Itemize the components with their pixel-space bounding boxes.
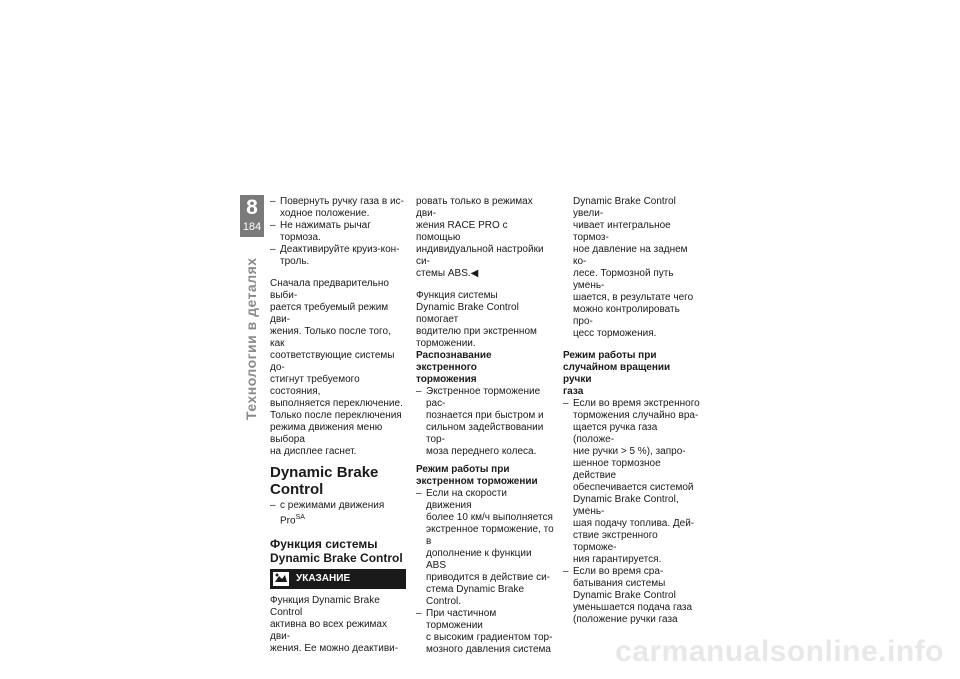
option-line bbox=[270, 500, 408, 527]
list-item: – При частичном торможении с высоким градиентом тор- мозного давления система bbox=[416, 608, 554, 656]
subheading-detection: Распознавание экстренного торможения bbox=[416, 350, 492, 385]
side-title-text: Технологии в деталях bbox=[243, 257, 259, 420]
step-item: – Не нажимать рычаг тормоза. bbox=[270, 220, 408, 244]
list-item: – Если на скорости движения более 10 км/ч выполняется экстренное торможение, то в дополнение к функции ABS приводится в действие си- стема Dynamic Brake Control. bbox=[416, 488, 554, 608]
continued-text: ровать только в режимах дви- жения RACE PRO с помощью индивидуальной настройки си- стемы ABS.◀ bbox=[416, 196, 544, 279]
chapter-number: 8 bbox=[246, 196, 258, 219]
list-item: – Если во время сра- батывания системы Dynamic Brake Control уменьшается подача газа (положение ручки газа bbox=[563, 566, 701, 626]
step-item: – Повернуть ручку газа в ис- ходное положение. bbox=[270, 196, 408, 220]
step-item: – Деактивируйте круиз-кон- троль. bbox=[270, 244, 408, 268]
continued-text: Dynamic Brake Control увели- чивает интегральное тормоз- ное давление на заднем ко- лесе. Тормозной путь умень- шается, в результате чего можно контролировать про- цесс торможения. bbox=[573, 196, 694, 339]
option-sup: SA bbox=[295, 514, 305, 521]
function-text: Функция системы Dynamic Brake Control помогает водителю при экстренном торможении. bbox=[416, 290, 537, 349]
subheading-throttle: Режим работы при случайном вращении ручки газа bbox=[563, 350, 671, 397]
column-3 bbox=[563, 196, 701, 626]
column-1 bbox=[270, 196, 408, 655]
subsection-heading: Функция системы Dynamic Brake Control bbox=[270, 537, 403, 566]
column-2 bbox=[416, 196, 554, 656]
chapter-badge bbox=[240, 195, 264, 237]
list-item: – Экстренное торможение рас- познается при быстром и сильном задействовании тор- моза переднего колеса. bbox=[416, 386, 554, 458]
watermark: carmanualsonline.info bbox=[615, 635, 944, 668]
warning-label: УКАЗАНИЕ bbox=[296, 573, 351, 585]
list-item: – Если во время экстренного торможения случайно вра- щается ручка газа (положе- ние ручки > 5 %), запро- шенное тормозное действие обеспечивается системой Dynamic Brake Control, умень- шая подачу топлива. Дей- ствие экстренного торможе- ния гарантируется. bbox=[563, 398, 701, 566]
side-title bbox=[242, 257, 262, 420]
warning-text: Функция Dynamic Brake Control активна во всех режимах дви- жения. Ее можно деактиви- bbox=[270, 595, 399, 655]
warning-icon bbox=[273, 572, 289, 586]
option-text: с режимами движения Pro bbox=[280, 500, 385, 527]
intro-paragraph: Сначала предварительно выби- рается требуемый режим дви- жения. Только после того, как соответствующие системы до- стигнут требуемого состояния, выполняется переключение. Только после переключения режима движения меню выбора на дисплее гаснет. bbox=[270, 278, 403, 457]
warning-bar bbox=[270, 569, 406, 589]
section-heading: Dynamic Brake Control bbox=[270, 464, 379, 498]
page-number: 184 bbox=[242, 221, 262, 233]
subheading-mode: Режим работы при экстренном торможении bbox=[416, 464, 538, 487]
